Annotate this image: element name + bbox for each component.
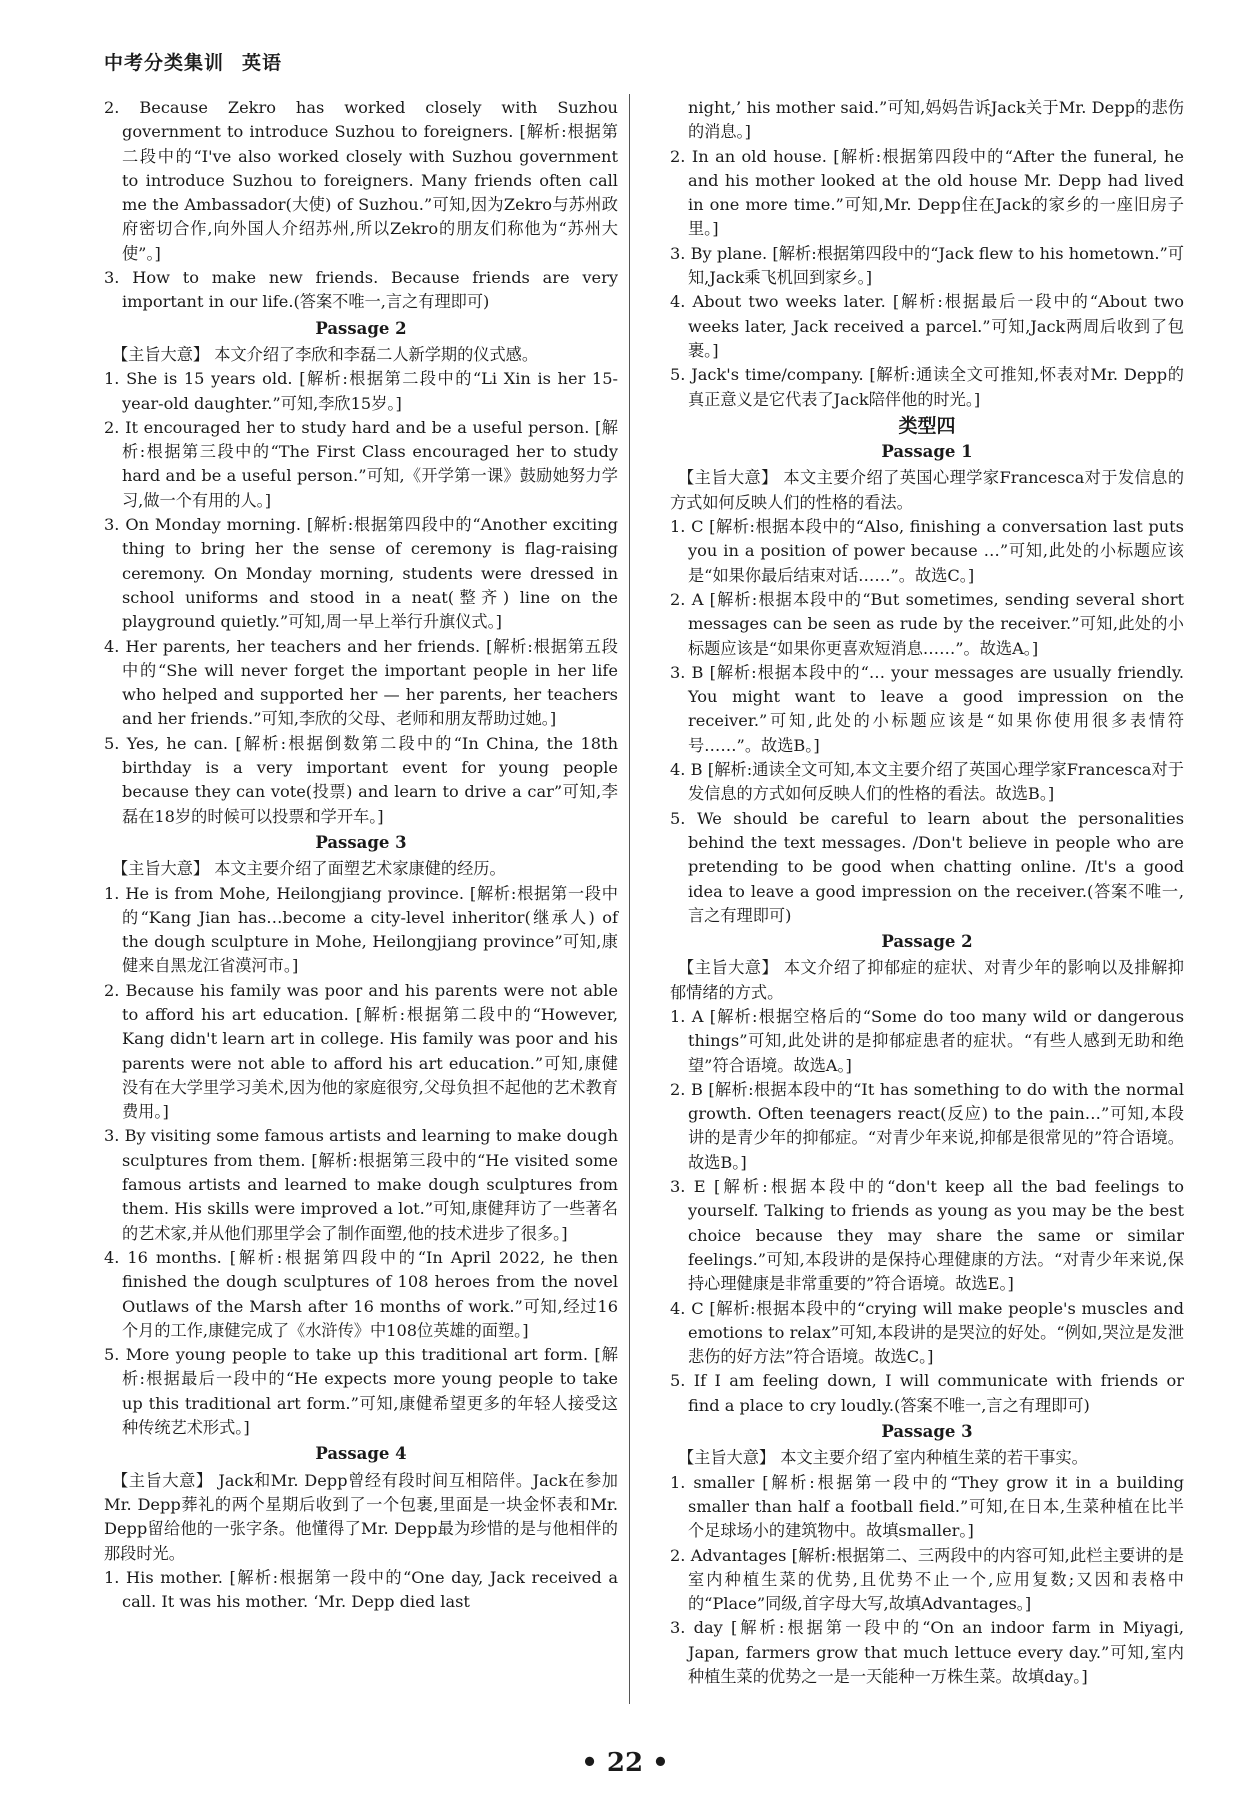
answer-item: 2. Because his family was poor and his parents were not able to afford his art education. [解析:根据第二段中的“However, Kang didn't learn art in college. His family was poor and his parents were not able to afford his art education.”可知,康健没有在大学里学习美术,因为他的家庭很穷,父母负担不起他的艺术教育费用。]	[104, 980, 618, 1122]
answer-continued: night,’ his mother said.”可知,妈妈告诉Jack关于Mr. Depp的悲伤的消息。]	[688, 98, 1184, 142]
passage-heading: Passage 3	[881, 1422, 973, 1442]
page-header	[104, 48, 300, 75]
answer-item: 1. smaller [解析:根据第一段中的“They grow it in a building smaller than half a football field.”可知,在日本,生菜种植在比半个足球场小的建筑物中。故填smaller。]	[670, 1472, 1184, 1541]
main-idea: 【主旨大意】 本文介绍了李欣和李磊二人新学期的仪式感。	[112, 344, 539, 364]
page-number: • 22 •	[581, 1748, 669, 1778]
section-heading: 类型四	[898, 414, 956, 437]
answer-item: 4. Her parents, her teachers and her friends. [解析:根据第五段中的“She will never forget the important people in her life who helped and supported her — her parents, her teachers and her friends.”可知,李欣的父母、老师和朋友帮助过她。]	[104, 636, 618, 729]
right-column	[670, 96, 1184, 1689]
answer-item: 4. About two weeks later. [解析:根据最后一段中的“About two weeks later, Jack received a parcel.”可知,Jack两周后收到了包裹。]	[670, 292, 1184, 360]
book-title: 中考分类集训	[104, 52, 225, 74]
answer-item: 2. A [解析:根据本段中的“But sometimes, sending several short messages can be seen as rude by the receiver.”可知,此处的小标题应该是“如果你更喜欢短消息……”。故选A。]	[670, 589, 1184, 658]
main-idea: 【主旨大意】 本文主要介绍了室内种植生菜的若干事实。	[678, 1448, 1088, 1468]
answer-item: 5. Yes, he can. [解析:根据倒数第二段中的“In China, the 18th birthday is a very important event for young people because they can vote(投票) and learn to drive a car”可知,李磊在18岁的时候可以投票和学开车。]	[104, 733, 618, 826]
answer-item: 1. A [解析:根据空格后的“Some do too many wild or dangerous things”可知,此处讲的是抑郁症患者的症状。“有些人感到无助和绝望”符合语境。故选A。]	[670, 1006, 1184, 1075]
answer-item: 5. If I am feeling down, I will communicate with friends or find a place to cry loudly.(答案不唯一,言之有理即可)	[670, 1371, 1184, 1415]
main-idea: 【主旨大意】 Jack和Mr. Depp曾经有段时间互相陪伴。Jack在参加Mr. Depp葬礼的两个星期后收到了一个包裹,里面是一块金怀表和Mr. Depp留给他的一张字条。他懂得了Mr. Depp最为珍惜的是与他相伴的那段时光。	[104, 1470, 618, 1563]
answer-item: 2. In an old house. [解析:根据第四段中的“After the funeral, he and his mother looked at the old house Mr. Depp had lived in one more time.”可知,Mr. Depp住在Jack的家乡的一座旧房子里。]	[670, 146, 1184, 239]
answer-item: 2. Because Zekro has worked closely with Suzhou government to introduce Suzhou to foreigners. [解析:根据第二段中的“I've also worked closely with Suzhou government to introduce Suzhou to foreigners. Many friends often call me the Ambassador(大使) of Suzhou.”可知,因为Zekro与苏州政府密切合作,向外国人介绍苏州,所以Zekro的朋友们称他为“苏州大使”。]	[104, 98, 618, 263]
passage-heading: Passage 3	[315, 832, 407, 852]
subject-label: 英语	[242, 52, 283, 74]
answer-item: 1. She is 15 years old. [解析:根据第二段中的“Li Xin is her 15-year-old daughter.”可知,李欣15岁。]	[104, 369, 618, 413]
answer-item: 4. B [解析:通读全文可知,本文主要介绍了英国心理学家Francesca对于发信息的方式如何反映人们的性格的看法。故选B。]	[670, 760, 1184, 804]
answer-item: 2. It encouraged her to study hard and be a useful person. [解析:根据第三段中的“The First Class encouraged her to study hard and be a useful person.”可知,《开学第一课》鼓励她努力学习,做一个有用的人。]	[104, 417, 618, 510]
passage-heading: Passage 4	[315, 1444, 407, 1464]
passage-heading: Passage 1	[881, 442, 973, 462]
answer-item: 5. We should be careful to learn about the personalities behind the text messages. /Don't believe in people who are pretending to be good when chatting online. /It's a good idea to leave a good impression on the receiver.(答案不唯一,言之有理即可)	[670, 808, 1184, 925]
main-idea: 【主旨大意】 本文介绍了抑郁症的症状、对青少年的影响以及排解抑郁情绪的方式。	[670, 958, 1184, 1002]
answer-item: 4. C [解析:根据本段中的“crying will make people's muscles and emotions to relax”可知,本段讲的是哭泣的好处。“例如,哭泣是发泄悲伤的好方法”符合语境。故选C。]	[670, 1298, 1184, 1367]
main-idea: 【主旨大意】 本文主要介绍了英国心理学家Francesca对于发信息的方式如何反映人们的性格的看法。	[670, 468, 1184, 512]
answer-item: 3. How to make new friends. Because friends are very important in our life.(答案不唯一,言之有理即可)	[104, 268, 618, 312]
answer-item: 3. day [解析:根据第一段中的“On an indoor farm in Miyagi, Japan, farmers grow that much lettuce every day.”可知,室内种植生菜的优势之一是一天能种一万株生菜。故填day。]	[670, 1618, 1184, 1686]
main-idea: 【主旨大意】 本文主要介绍了面塑艺术家康健的经历。	[112, 859, 506, 879]
answer-item: 1. His mother. [解析:根据第一段中的“One day, Jack received a call. It was his mother. ‘Mr. Depp died last	[104, 1567, 618, 1612]
answer-item: 3. B [解析:根据本段中的“… your messages are usually friendly. You might want to leave a good impression on the receiver.”可知,此处的小标题应该是“如果你使用很多表情符号……”。故选B。]	[670, 662, 1184, 755]
answer-item: 5. More young people to take up this traditional art form. [解析:根据最后一段中的“He expects more young people to take up this traditional art form.”可知,康健希望更多的年轻人接受这种传统艺术形式。]	[104, 1345, 618, 1438]
answer-item: 4. 16 months. [解析:根据第四段中的“In April 2022, he then finished the dough sculptures of 108 heroes from the novel Outlaws of the Marsh after 16 months of work.”可知,经过16个月的工作,康健完成了《水浒传》中108位英雄的面塑。]	[104, 1247, 618, 1340]
answer-item: 1. He is from Mohe, Heilongjiang province. [解析:根据第一段中的“Kang Jian has…become a city-level inheritor(继承人) of the dough sculpture in Mohe, Heilongjiang province”可知,康健来自黑龙江省漠河市。]	[104, 883, 618, 976]
answer-item: 3. On Monday morning. [解析:根据第四段中的“Another exciting thing to bring her the sense of ceremony is flag-raising ceremony. On Monday morning, students were dressed in school uniforms and stood in a neat(整齐) line on the playground quietly.”可知,周一早上举行升旗仪式。]	[104, 515, 618, 632]
left-column	[104, 96, 618, 1614]
passage-heading: Passage 2	[315, 318, 407, 338]
answer-item: 3. By plane. [解析:根据第四段中的“Jack flew to his hometown.”可知,Jack乘飞机回到家乡。]	[670, 243, 1184, 288]
answer-item: 5. Jack's time/company. [解析:通读全文可推知,怀表对Mr. Depp的真正意义是它代表了Jack陪伴他的时光。]	[670, 365, 1184, 409]
answer-item: 3. By visiting some famous artists and learning to make dough sculptures from them. [解析:根据第三段中的“He visited some famous artists and learned to make dough sculptures from them. His skills were improved a lot.”可知,康健拜访了一些著名的艺术家,并从他们那里学会了制作面塑,他的技术进步了很多。]	[104, 1126, 618, 1243]
passage-heading: Passage 2	[881, 932, 973, 952]
column-divider	[629, 94, 630, 1704]
answer-item: 1. C [解析:根据本段中的“Also, finishing a conversation last puts you in a position of power because …”可知,此处的小标题应该是“如果你最后结束对话……”。故选C。]	[670, 517, 1184, 585]
answer-item: 2. B [解析:根据本段中的“It has something to do with the normal growth. Often teenagers react(反应) to the pain…”可知,本段讲的是青少年的抑郁症。“对青少年来说,抑郁是很常见的”符合语境。故选B。]	[670, 1079, 1184, 1172]
answer-item: 3. E [解析:根据本段中的“don't keep all the bad feelings to yourself. Talking to friends as young as you may be the best choice because they may share the same or similar feelings.”可知,本段讲的是保持心理健康的方法。“对青少年来说,保持心理健康是非常重要的”符合语境。故选E。]	[670, 1177, 1184, 1294]
answer-item: 2. Advantages [解析:根据第二、三两段中的内容可知,此栏主要讲的是室内种植生菜的优势,且优势不止一个,应用复数;又因和表格中的“Place”同级,首字母大写,故填Advantages。]	[670, 1545, 1184, 1614]
